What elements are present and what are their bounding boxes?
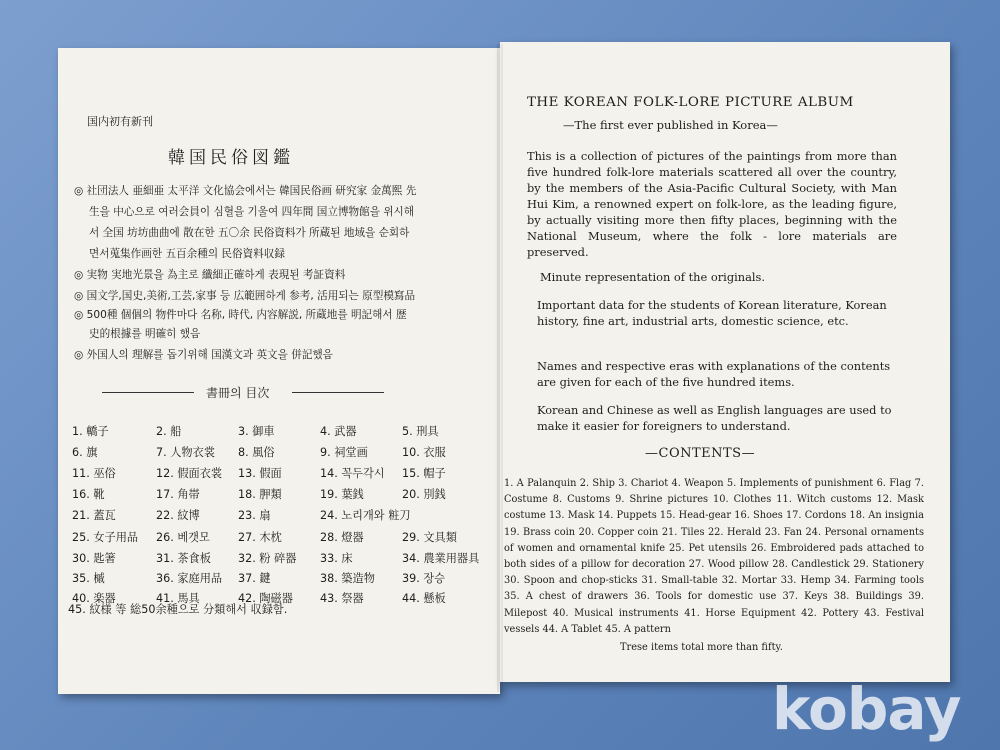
feature-line: ◎ 500種 個個의 物件마다 名称, 時代, 内容解説, 所蔵地를 明記해서 歴 — [74, 309, 407, 321]
feature-line: 면서蒐集作画한 五百余種의 民俗資料収録 — [89, 248, 285, 260]
toc-item: 34. 農業用器具 — [402, 552, 480, 565]
toc-item: 3. 御車 — [238, 425, 275, 438]
toc-item: 4. 武器 — [320, 425, 357, 438]
toc-item: 16. 靴 — [72, 488, 105, 501]
feature-line: 서 全国 坊坊曲曲에 散在한 五〇余 民俗資料가 所蔵된 地域을 순회하 — [89, 227, 410, 239]
toc-item: 9. 祠堂画 — [320, 446, 368, 459]
toc-item: 26. 베갯모 — [156, 531, 210, 544]
toc-rule-right — [292, 392, 384, 393]
toc-item: 14. 꼭두각시 — [320, 467, 385, 480]
feature-line: ◎ 社団法人 亜細亜 太平洋 文化協会에서는 韓国民俗画 研究家 金萬煕 先 — [74, 185, 417, 197]
contents-list: 1. A Palanquin 2. Ship 3. Chariot 4. Weapon 5. Implements of punishment 6. Flag 7. Costume 8. Customs 9. Shrine pictures 10. Clothes 11. Witch customs 12. Mask costume 13. Mask 14. Puppets 15. Head-gear 16. Shoes 17. Cordons 18. An insignia 19. Brass coin 20. Copper coin 21. Tiles 22. Herald 23. Fan 24. Personal ornaments of women and ornamental knife 25. Pet utensils 26. Embroidered pads attached to both sides of a pillow for decoration 27. Wood pillow 28. Candlestick 29. Stationery 30. Spoon and chop-sticks 31. Small-table 32. Mortar 33. Hemp 34. Farming tools 35. A chest of drawers 36. Tools for domestic use 37. Keys 38. Buildings 39. Milepost 40. Musical instruments 41. Horse Equipment 42. Pottery 43. Festival vessels 44. A Tablet 45. A pattern — [504, 478, 924, 635]
feature-line: 史的根據를 明確히 했음 — [89, 328, 201, 340]
toc-item: 1. 轎子 — [72, 425, 109, 438]
toc-item: 15. 帽子 — [402, 467, 446, 480]
toc-item: 37. 鍵 — [238, 572, 271, 585]
toc-item: 17. 角帯 — [156, 488, 200, 501]
korean-title: 韓国民俗図鑑 — [168, 148, 294, 168]
toc-item: 33. 床 — [320, 552, 353, 565]
kobay-watermark-logo: kobay — [772, 675, 961, 743]
toc-item: 6. 旗 — [72, 446, 98, 459]
toc-item: 27. 木枕 — [238, 531, 282, 544]
toc-item: 44. 懸板 — [402, 592, 446, 605]
toc-item: 10. 衣服 — [402, 446, 446, 459]
point-paragraph: Names and respective eras with explanations of the contents are given for each of the five hundred items. — [537, 359, 891, 389]
toc-rule-left — [102, 392, 194, 393]
toc-item: 41. 馬具 — [156, 592, 200, 605]
toc-item: 32. 粉 碎器 — [238, 552, 297, 565]
toc-item: 29. 文具類 — [402, 531, 457, 544]
contents-title: —CONTENTS— — [645, 446, 756, 461]
new-publication-badge: 国内初有新刊 — [87, 115, 153, 128]
toc-item: 13. 假面 — [238, 467, 282, 480]
toc-item: 42. 陶磁器 — [238, 592, 293, 605]
point-paragraph: Korean and Chinese as well as English languages are used to make it easier for foreigners to understand. — [537, 403, 892, 433]
toc-item: 35. 槭 — [72, 572, 105, 585]
toc-item: 28. 燈器 — [320, 531, 364, 544]
page-fold — [497, 44, 503, 692]
toc-item: 31. 茶食板 — [156, 552, 211, 565]
point-paragraph: Minute representation of the originals. — [540, 270, 765, 284]
english-subtitle: —The first ever published in Korea— — [563, 118, 778, 132]
toc-item: 23. 扇 — [238, 509, 271, 522]
toc-item: 36. 家庭用品 — [156, 572, 223, 585]
toc-item: 43. 祭器 — [320, 592, 364, 605]
toc-item: 20. 別銭 — [402, 488, 446, 501]
feature-line: ◎ 国文学,国史,美術,工芸,家事 등 広範囲하게 参考, 活用되는 原型模寫品 — [74, 290, 416, 302]
toc-item: 12. 假面衣裳 — [156, 467, 223, 480]
point-paragraph: Important data for the students of Korean literature, Korean history, fine art, industrial arts, domestic science, etc. — [537, 298, 887, 328]
toc-item: 2. 船 — [156, 425, 182, 438]
feature-line: 生을 中心으로 여러会員이 심혈을 기울여 四年間 国立博物館을 위시해 — [89, 206, 415, 218]
toc-item: 22. 紋博 — [156, 509, 200, 522]
intro-paragraph: This is a collection of pictures of the paintings from more than five hundred folk-lore materials scattered all over the country, by the members of the Asia-Pacific Cultural Society, with Man Hui Kim, a renowned expert on folk-lore, as the leading figure, by actually visiting more then fifty places, beginning with the National Museum, where the folk - lore materials are preserved. — [527, 149, 897, 259]
toc-item: 7. 人物衣裳 — [156, 446, 215, 459]
toc-final-line: 45. 紋様 等 総50余種으로 分類해서 収録함. — [68, 603, 288, 616]
toc-item: 18. 胛類 — [238, 488, 282, 501]
toc-item: 39. 장승 — [402, 572, 445, 585]
toc-item: 30. 匙箸 — [72, 552, 116, 565]
toc-item: 38. 築造物 — [320, 572, 375, 585]
feature-line: ◎ 実物 実地光景을 為主로 纖細正確하게 表現된 考証資料 — [74, 269, 346, 281]
toc-item: 21. 蓋瓦 — [72, 509, 116, 522]
toc-title: 書冊의 目次 — [206, 386, 270, 400]
toc-item: 5. 刑具 — [402, 425, 439, 438]
contents-footer: Trese items total more than fifty. — [620, 642, 783, 653]
english-title: THE KOREAN FOLK-LORE PICTURE ALBUM — [527, 95, 854, 110]
toc-item: 11. 巫俗 — [72, 467, 116, 480]
feature-line: ◎ 外国人의 理解를 돕기위해 国漢文과 英文을 併記했음 — [74, 349, 333, 361]
toc-item: 8. 風俗 — [238, 446, 275, 459]
toc-item: 24. 노리개와 粧刀 — [320, 509, 411, 522]
toc-item: 25. 女子用品 — [72, 531, 139, 544]
toc-item: 40. 楽器 — [72, 592, 116, 605]
toc-item: 19. 葉銭 — [320, 488, 364, 501]
